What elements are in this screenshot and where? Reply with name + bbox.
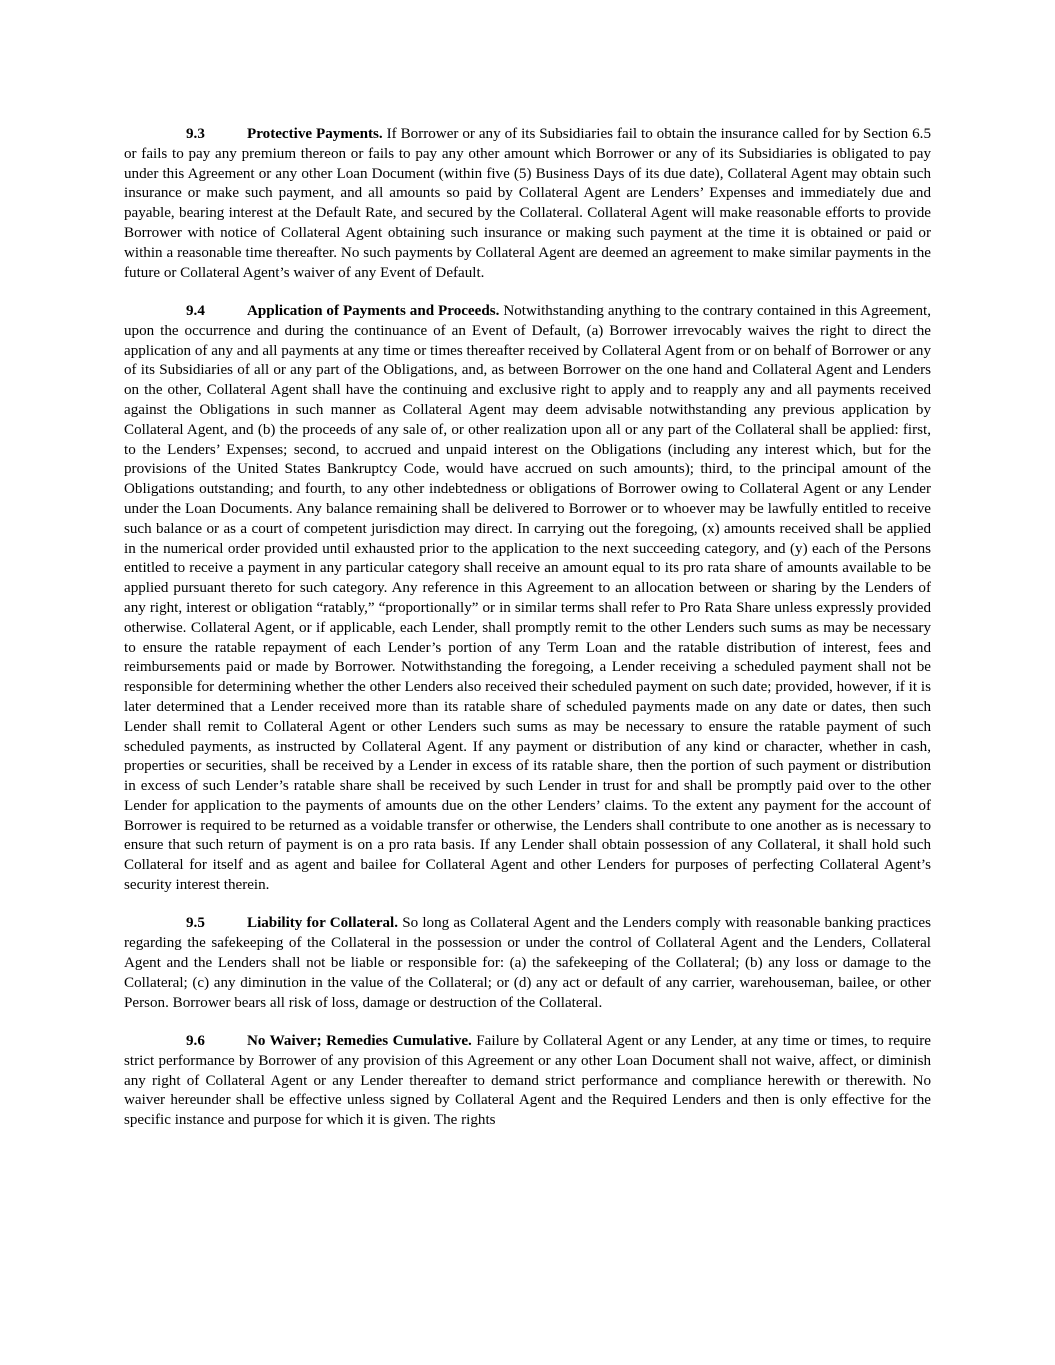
section-9-4 bbox=[124, 302, 931, 896]
section-text: So long as Collateral Agent and the Lenders comply with reasonable banking practices regarding the safekeeping of the Collateral in the possession or under the control of Collateral Agent and the Lenders, Collateral Agent and the Lenders shall not be liable or responsible for: (a) the safekeeping of the Collateral; (b) any loss or damage to the Collateral; (c) any diminution in the value of the Collateral; or (d) any act or default of any carrier, warehouseman, bailee, or other Person. Borrower bears all risk of loss, damage or destruction of the Collateral. bbox=[124, 915, 931, 1011]
section-9-5 bbox=[124, 914, 931, 1013]
section-heading: No Waiver; Remedies Cumulative. bbox=[247, 1033, 472, 1050]
section-text: Notwithstanding anything to the contrary contained in this Agreement, upon the occurrence and during the continuance of an Event of Default, (a) Borrower irrevocably waives the right to direct the application of any and all payments at any time or times thereafter received by Collateral Agent from or on behalf of Borrower or any of its Subsidiaries of all or any part of the Obligations, and, as between Borrower on the one hand and Collateral Agent and Lenders on the other, Collateral Agent shall have the continuing and exclusive right to apply and to reapply any and all payments received against the Obligations in such manner as Collateral Agent may deem advisable notwithstanding any previous application by Collateral Agent, and (b) the proceeds of any sale of, or other realization upon all or any part of the Collateral shall be applied: first, to the Lenders’ Expenses; second, to accrued and unpaid interest on the Obligations (including any interest which, but for the provisions of the United States Bankruptcy Code, would have accrued on such amounts); third, to the principal amount of the Obligations outstanding; and fourth, to any other indebtedness or obligations of Borrower owing to Collateral Agent or any Lender under the Loan Documents. Any balance remaining shall be delivered to Borrower or to whoever may be lawfully entitled to receive such balance or as a court of competent jurisdiction may direct. In carrying out the foregoing, (x) amounts received shall be applied in the numerical order provided until exhausted prior to the application to the next succeeding category, and (y) each of the Persons entitled to receive a payment in any particular category shall receive an amount equal to its pro rata share of amounts available to be applied pursuant thereto for such category. Any reference in this Agreement to an allocation between or sharing by the Lenders of any right, interest or obligation “ratably,” “proportionally” or in similar terms shall refer to Pro Rata Share unless expressly provided otherwise. Collateral Agent, or if applicable, each Lender, shall promptly remit to the other Lenders such sums as may be necessary to ensure the ratable repayment of each Lender’s portion of any Term Loan and the ratable distribution of interest, fees and reimbursements paid or made by Borrower. Notwithstanding the foregoing, a Lender receiving a scheduled payment shall not be responsible for determining whether the other Lenders also received their scheduled payment on such date; provided, however, if it is later determined that a Lender received more than its ratable share of scheduled payments made on any date or dates, then such Lender shall remit to Collateral Agent or other Lenders such sums as may be necessary to ensure the ratable payment of such scheduled payments, as instructed by Collateral Agent. If any payment or distribution of any kind or character, whether in cash, properties or securities, shall be received by a Lender in excess of its ratable share, then the portion of such payment or distribution in excess of such Lender’s ratable share shall be received by such Lender in trust for and shall be promptly paid over to the other Lender for application to the payments of amounts due on the other Lenders’ claims. To the extent any payment for the account of Borrower is required to be returned as a voidable transfer or otherwise, the Lenders shall contribute to one another as is necessary to ensure that such return of payment is on a pro rata basis. If any Lender shall obtain possession of any Collateral, it shall hold such Collateral for itself and as agent and bailee for Collateral Agent and other Lenders for purposes of perfecting Collateral Agent’s security interest therein. bbox=[124, 302, 932, 894]
section-number: 9.3 bbox=[186, 126, 205, 142]
section-9-3 bbox=[124, 125, 931, 283]
section-text: Failure by Collateral Agent or any Lender, at any time or times, to require strict performance by Borrower of any provision of this Agreement or any other Loan Document shall not waive, affect, or diminish any right of Collateral Agent or any Lender thereafter to demand strict performance and compliance herewith or therewith. No waiver hereunder shall be effective unless signed by Collateral Agent and the Required Lenders and then is only effective for the specific instance and purpose for which it is given. The rights bbox=[124, 1033, 931, 1129]
document-page bbox=[124, 125, 931, 1150]
section-number: 9.5 bbox=[186, 915, 205, 932]
section-9-6 bbox=[124, 1032, 931, 1131]
section-number: 9.4 bbox=[186, 302, 205, 319]
section-text: If Borrower or any of its Subsidiaries fail to obtain the insurance called for by Section 6.5 or fails to pay any premium thereon or fails to pay any other amount which Borrower or any of its Subsidiaries is obligated to pay under this Agreement or any other Loan Document (within five (5) Business Days of its due date), Collateral Agent may obtain such insurance or make such payment, and all amounts so paid by Collateral Agent are Lenders’ Expenses and immediately due and payable, bearing interest at the Default Rate, and secured by the Collateral. Collateral Agent will make reasonable efforts to provide Borrower with notice of Collateral Agent obtaining such insurance or making such payment at the time it is obtained or paid or within a reasonable time thereafter. No such payments by Collateral Agent are deemed an agreement to make similar payments in the future or Collateral Agent’s waiver of any Event of Default. bbox=[124, 126, 932, 281]
section-heading: Protective Payments. bbox=[247, 126, 383, 142]
section-heading: Application of Payments and Proceeds. bbox=[247, 302, 500, 319]
section-number: 9.6 bbox=[186, 1033, 205, 1050]
section-heading: Liability for Collateral. bbox=[247, 915, 399, 932]
